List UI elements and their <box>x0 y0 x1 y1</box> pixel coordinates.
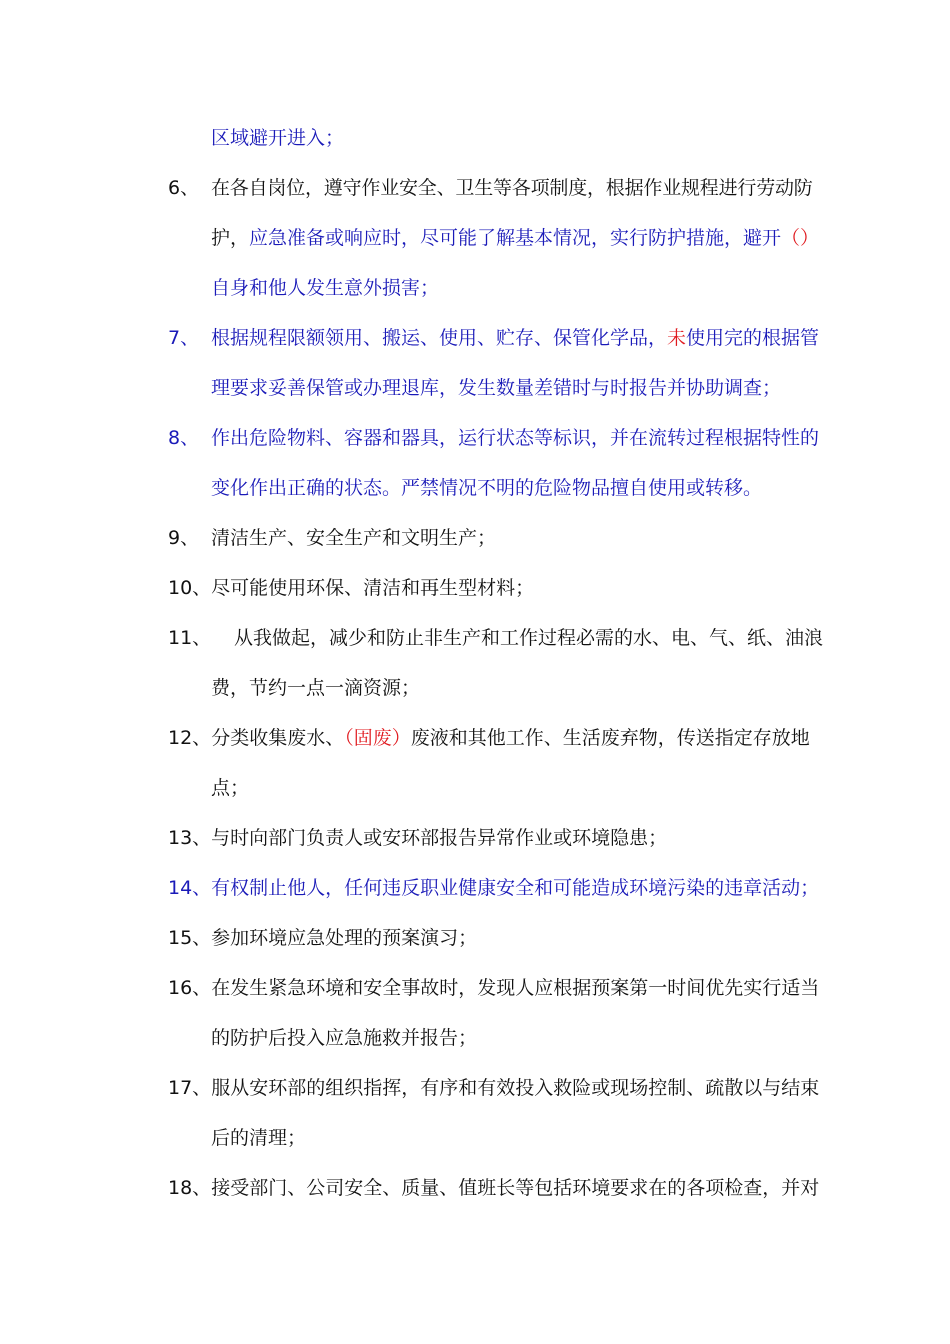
item12-line1-b: 废液和其他工作、生活废弃物，传送指定存放地 <box>410 727 810 749</box>
item18-line1 <box>168 1176 819 1200</box>
item13-text: 13、与时向部门负责人或安环部报告异常作业或环境隐患； <box>168 827 668 849</box>
item6-number: 6、 <box>168 177 200 199</box>
item14-text: 14、有权制止他人，任何违反职业健康安全和可能造成环境污染的违章活动； <box>168 877 820 899</box>
item11-line1: 从我做起，减少和防止非生产和工作过程必需的水、电、气、纸、油浪 <box>234 627 824 649</box>
item12-number: 12、 <box>168 727 212 749</box>
item11-line2: 费，节约一点一滴资源； <box>211 677 421 699</box>
item9-text: 清洁生产、安全生产和文明生产； <box>211 527 497 549</box>
item8-line2: 变化作出正确的状态。严禁情况不明的危险物品擅自使用或转移。 <box>211 477 763 499</box>
item6-line3: 自身和他人发生意外损害； <box>211 277 440 299</box>
item17-line2: 后的清理； <box>211 1127 307 1149</box>
item18-number: 18、 <box>168 1177 212 1199</box>
item16-line1-text: 在发生紧急环境和安全事故时，发现人应根据预案第一时间优先实行适当 <box>211 977 820 999</box>
item7-line2: 理要求妥善保管或办理退库，发生数量差错时与时报告并协助调查； <box>211 377 782 399</box>
item6-line2-blue: 应急准备或响应时，尽可能了解基本情况，实行防护措施，避开 <box>249 227 782 249</box>
item15-text: 15、参加环境应急处理的预案演习； <box>168 927 478 949</box>
item8-number: 8、 <box>168 427 200 449</box>
item6-line1: 在各自岗位，遵守作业安全、卫生等各项制度，根据作业规程进行劳动防 <box>211 177 813 199</box>
item16-line1 <box>168 976 819 1000</box>
item7-number: 7、 <box>168 327 200 349</box>
item16-number: 16、 <box>168 977 212 999</box>
item5-continuation: 区域避开进入； <box>211 127 345 149</box>
item17-number: 17、 <box>168 1077 212 1099</box>
item16-line2: 的防护后投入应急施救并报告； <box>211 1027 478 1049</box>
item17-line1 <box>168 1076 819 1100</box>
item9-number: 9、 <box>168 527 200 549</box>
item10-text: 10、尽可能使用环保、清洁和再生型材料； <box>168 577 535 599</box>
item6-line2-black: 护， <box>211 227 250 249</box>
item8-line1: 作出危险物料、容器和器具，运行状态等标识，并在流转过程根据特性的 <box>211 427 820 449</box>
item12-line1-a: 分类收集废水、 <box>211 727 345 749</box>
item6-line2-red: （） <box>781 227 820 249</box>
item17-line1-text: 服从安环部的组织指挥，有序和有效投入救险或现场控制、疏散以与结束 <box>211 1077 820 1099</box>
item11-number: 11、 <box>168 627 212 649</box>
item7-line1-a: 根据规程限额领用、搬运、使用、贮存、保管化学品， <box>211 327 668 349</box>
item18-line1-text: 接受部门、公司安全、质量、值班长等包括环境要求在的各项检查，并对 <box>211 1177 820 1199</box>
item7-line1-b: 使用完的根据管 <box>686 327 820 349</box>
item12-line2: 点； <box>211 777 250 799</box>
item6-line2 <box>211 226 819 250</box>
item7-line1 <box>211 326 819 350</box>
item7-line1-red: 未 <box>667 327 687 349</box>
item12-line1 <box>168 726 810 750</box>
item12-line1-red: （固废） <box>344 727 411 749</box>
